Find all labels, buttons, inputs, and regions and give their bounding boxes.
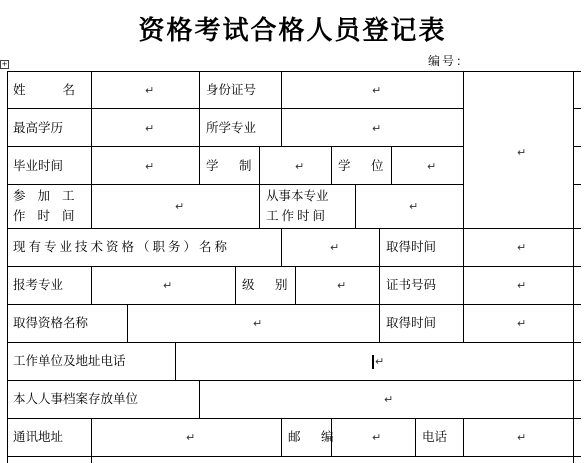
row-end-mark [574, 184, 581, 185]
label-certificate-no: 证书号码 [386, 277, 437, 292]
label-obtain-time-1: 取得时间 [386, 239, 437, 254]
row-end-mark [574, 304, 581, 305]
col-line [463, 266, 464, 304]
col-line [91, 184, 92, 228]
col-line [91, 266, 92, 304]
row-line [7, 146, 463, 147]
col-line [281, 228, 282, 266]
col-line [259, 146, 260, 184]
row-line [7, 228, 573, 229]
row-end-mark [574, 228, 581, 229]
workplace-address-phone-input[interactable]: ↵ [375, 355, 385, 368]
label-phone: 电话 [422, 429, 448, 444]
label-work-time-1: 参 加 工 [13, 188, 79, 203]
label-id-number: 身份证号 [206, 82, 257, 97]
table-border-left [7, 71, 8, 463]
col-line [91, 108, 92, 146]
row-line [7, 304, 573, 305]
label-prof-work-1: 从事本专业 [266, 188, 329, 203]
label-postcode: 邮 编 [288, 429, 338, 444]
col-line [355, 184, 356, 228]
col-line [199, 108, 200, 146]
graduation-time-input[interactable]: ↵ [145, 160, 155, 173]
name-input[interactable]: ↵ [145, 84, 155, 97]
phone-input[interactable]: ↵ [517, 431, 527, 444]
academic-system-input[interactable]: ↵ [295, 160, 305, 173]
label-archive-unit: 本人人事档案存放单位 [13, 391, 139, 406]
label-name: 姓 名 [13, 82, 80, 97]
degree-input[interactable]: ↵ [427, 160, 437, 173]
label-degree: 学 位 [338, 158, 388, 173]
col-line [127, 304, 128, 342]
label-work-time-2: 作 时 间 [13, 208, 79, 223]
col-line [91, 71, 92, 108]
col-line [391, 146, 392, 184]
col-line [281, 71, 282, 108]
row-end-mark [574, 380, 581, 381]
mailing-address-input[interactable]: ↵ [186, 431, 196, 444]
col-line [91, 418, 92, 463]
label-current-qualification: 现有专业技术资格（职务）名称 [13, 239, 231, 254]
exam-major-input[interactable]: ↵ [163, 279, 173, 292]
label-exam-major: 报考专业 [13, 277, 64, 292]
major-input[interactable]: ↵ [372, 122, 382, 135]
col-line [379, 266, 380, 304]
label-workplace-address-phone: 工作单位及地址电话 [13, 353, 126, 368]
col-line [463, 228, 464, 266]
col-line [331, 146, 332, 184]
col-line [463, 304, 464, 342]
col-line [379, 228, 380, 266]
label-graduation-time: 毕业时间 [13, 158, 64, 173]
col-line [415, 418, 416, 456]
col-line [379, 304, 380, 342]
prof-work-time-input[interactable]: ↵ [409, 200, 419, 213]
row-end-mark [574, 456, 581, 457]
obtain-time-1-input[interactable]: ↵ [517, 241, 527, 254]
col-line [295, 266, 296, 304]
postcode-input[interactable]: ↵ [372, 431, 382, 444]
row-end-mark [574, 108, 581, 109]
col-line [199, 146, 200, 184]
label-qualification-name: 取得资格名称 [13, 315, 89, 330]
form-title: 资格考试合格人员登记表 [138, 16, 447, 46]
col-line [199, 380, 200, 418]
level-input[interactable]: ↵ [337, 279, 347, 292]
label-obtain-time-2: 取得时间 [386, 315, 437, 330]
serial-number-label: 编号： [428, 54, 471, 68]
col-line [463, 418, 464, 456]
work-time-input[interactable]: ↵ [175, 200, 185, 213]
archive-unit-input[interactable]: ↵ [384, 393, 394, 406]
photo-box-left [463, 71, 464, 228]
table-border-right [573, 71, 574, 463]
label-mailing-address: 通讯地址 [13, 429, 64, 444]
row-line [7, 380, 573, 381]
text-cursor [372, 355, 374, 369]
current-qualification-input[interactable]: ↵ [330, 241, 340, 254]
certificate-no-input[interactable]: ↵ [517, 279, 527, 292]
qualification-name-input[interactable]: ↵ [253, 317, 263, 330]
col-line [199, 71, 200, 108]
row-line [7, 108, 463, 109]
row-line [7, 342, 573, 343]
education-input[interactable]: ↵ [145, 122, 155, 135]
col-line [235, 266, 236, 304]
label-level: 级 别 [242, 277, 292, 292]
id-number-input[interactable]: ↵ [372, 84, 382, 97]
label-prof-work-2: 工作时间 [266, 208, 329, 223]
photo-cell[interactable]: ↵ [517, 146, 527, 159]
col-line [281, 418, 282, 456]
row-line [7, 184, 463, 185]
col-line [259, 184, 260, 228]
row-end-mark [574, 146, 581, 147]
obtain-time-2-input[interactable]: ↵ [517, 317, 527, 330]
label-education: 最高学历 [13, 120, 64, 135]
row-end-mark [574, 71, 581, 72]
col-line [91, 146, 92, 184]
row-end-mark [574, 418, 581, 419]
col-line [175, 342, 176, 380]
col-line [281, 108, 282, 146]
label-academic-system: 学 制 [206, 158, 256, 173]
label-major: 所学专业 [206, 120, 257, 135]
row-end-mark [574, 266, 581, 267]
row-end-mark [574, 342, 581, 343]
table-anchor-icon[interactable]: + [1, 60, 8, 68]
